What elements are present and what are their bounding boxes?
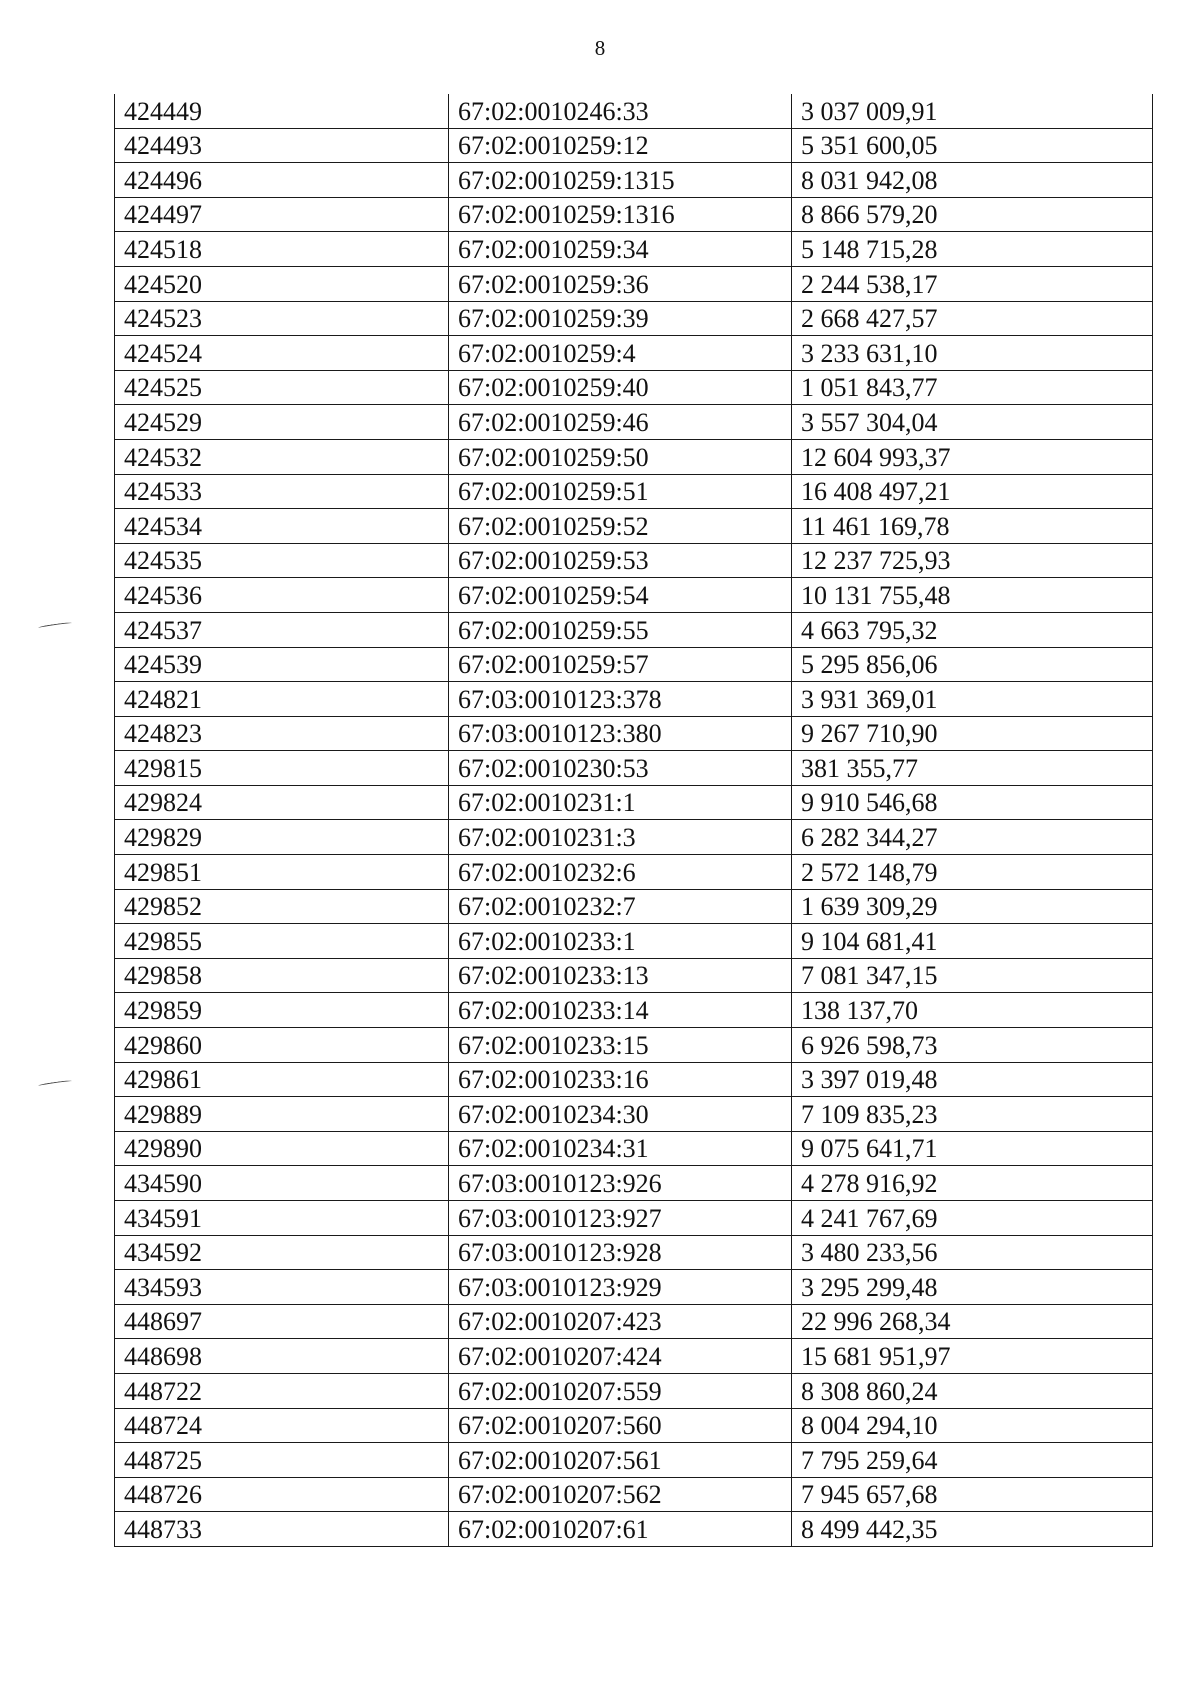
- cadastral-value-cell: 8 004 294,10: [792, 1408, 1153, 1443]
- row-number-cell: 424536: [115, 578, 449, 613]
- cadastral-number-cell: 67:02:0010259:51: [449, 474, 792, 509]
- table-row: [115, 1443, 1153, 1478]
- cadastral-number-cell: 67:02:0010259:54: [449, 578, 792, 613]
- row-number-cell: 424537: [115, 612, 449, 647]
- cadastral-number-cell: 67:03:0010123:927: [449, 1201, 792, 1236]
- table-row: [115, 1512, 1153, 1547]
- row-number-cell: 429829: [115, 820, 449, 855]
- table-row: [115, 1477, 1153, 1512]
- row-number-cell: 424535: [115, 543, 449, 578]
- row-number-cell: 424539: [115, 647, 449, 682]
- row-number-cell: 424821: [115, 682, 449, 717]
- row-number-cell: 424823: [115, 716, 449, 751]
- cadastral-value-cell: 4 241 767,69: [792, 1201, 1153, 1236]
- cadastral-number-cell: 67:02:0010207:560: [449, 1408, 792, 1443]
- cadastral-number-cell: 67:02:0010233:15: [449, 1028, 792, 1063]
- cadastral-number-cell: 67:02:0010259:40: [449, 370, 792, 405]
- table-row: [115, 405, 1153, 440]
- table-row: [115, 1270, 1153, 1305]
- cadastral-number-cell: 67:02:0010207:423: [449, 1304, 792, 1339]
- table-row: [115, 543, 1153, 578]
- cadastral-number-cell: 67:03:0010123:929: [449, 1270, 792, 1305]
- cadastral-value-cell: 2 572 148,79: [792, 855, 1153, 890]
- table-row: [115, 924, 1153, 959]
- table-row: [115, 197, 1153, 232]
- table-row: [115, 993, 1153, 1028]
- cadastral-value-cell: 7 945 657,68: [792, 1477, 1153, 1512]
- row-number-cell: 448726: [115, 1477, 449, 1512]
- row-number-cell: 429889: [115, 1097, 449, 1132]
- cadastral-value-cell: 3 295 299,48: [792, 1270, 1153, 1305]
- cadastral-number-cell: 67:02:0010207:424: [449, 1339, 792, 1374]
- table-row: [115, 820, 1153, 855]
- table-row: [115, 94, 1153, 128]
- cadastral-value-cell: 2 668 427,57: [792, 301, 1153, 336]
- cadastral-value-cell: 4 278 916,92: [792, 1166, 1153, 1201]
- cadastral-value-table: [114, 94, 1153, 1547]
- cadastral-value-cell: 8 499 442,35: [792, 1512, 1153, 1547]
- cadastral-value-cell: 8 308 860,24: [792, 1373, 1153, 1408]
- cadastral-value-cell: 7 795 259,64: [792, 1443, 1153, 1478]
- table-row: [115, 266, 1153, 301]
- cadastral-number-cell: 67:02:0010232:6: [449, 855, 792, 890]
- row-number-cell: 424524: [115, 336, 449, 371]
- row-number-cell: 429859: [115, 993, 449, 1028]
- row-number-cell: 448725: [115, 1443, 449, 1478]
- cadastral-value-cell: 3 480 233,56: [792, 1235, 1153, 1270]
- row-number-cell: 448733: [115, 1512, 449, 1547]
- table-row: [115, 1373, 1153, 1408]
- row-number-cell: 429855: [115, 924, 449, 959]
- table-row: [115, 682, 1153, 717]
- cadastral-number-cell: 67:02:0010259:34: [449, 232, 792, 267]
- cadastral-number-cell: 67:02:0010259:1315: [449, 163, 792, 198]
- cadastral-number-cell: 67:03:0010123:926: [449, 1166, 792, 1201]
- row-number-cell: 424497: [115, 197, 449, 232]
- cadastral-value-cell: 5 295 856,06: [792, 647, 1153, 682]
- cadastral-number-cell: 67:02:0010231:3: [449, 820, 792, 855]
- row-number-cell: 448724: [115, 1408, 449, 1443]
- cadastral-value-cell: 7 081 347,15: [792, 958, 1153, 993]
- cadastral-value-cell: 3 931 369,01: [792, 682, 1153, 717]
- row-number-cell: 424534: [115, 509, 449, 544]
- table-row: [115, 612, 1153, 647]
- cadastral-number-cell: 67:02:0010259:39: [449, 301, 792, 336]
- table-row: [115, 370, 1153, 405]
- row-number-cell: 424449: [115, 94, 449, 128]
- row-number-cell: 434592: [115, 1235, 449, 1270]
- row-number-cell: 424518: [115, 232, 449, 267]
- cadastral-value-cell: 22 996 268,34: [792, 1304, 1153, 1339]
- cadastral-number-cell: 67:02:0010231:1: [449, 785, 792, 820]
- cadastral-value-cell: 6 282 344,27: [792, 820, 1153, 855]
- table-body: [115, 94, 1153, 1546]
- cadastral-number-cell: 67:03:0010123:378: [449, 682, 792, 717]
- table-row: [115, 1166, 1153, 1201]
- cadastral-value-cell: 1 051 843,77: [792, 370, 1153, 405]
- table-row: [115, 474, 1153, 509]
- cadastral-number-cell: 67:02:0010207:61: [449, 1512, 792, 1547]
- cadastral-value-cell: 3 233 631,10: [792, 336, 1153, 371]
- row-number-cell: 424532: [115, 439, 449, 474]
- row-number-cell: 429824: [115, 785, 449, 820]
- cadastral-number-cell: 67:02:0010232:7: [449, 889, 792, 924]
- row-number-cell: 429861: [115, 1062, 449, 1097]
- cadastral-number-cell: 67:02:0010207:562: [449, 1477, 792, 1512]
- cadastral-number-cell: 67:02:0010233:13: [449, 958, 792, 993]
- cadastral-value-cell: 6 926 598,73: [792, 1028, 1153, 1063]
- row-number-cell: 429890: [115, 1131, 449, 1166]
- table-row: [115, 1097, 1153, 1132]
- row-number-cell: 434590: [115, 1166, 449, 1201]
- table-row: [115, 1201, 1153, 1236]
- cadastral-number-cell: 67:02:0010259:12: [449, 128, 792, 163]
- table-row: [115, 128, 1153, 163]
- cadastral-number-cell: 67:02:0010234:31: [449, 1131, 792, 1166]
- cadastral-value-cell: 3 397 019,48: [792, 1062, 1153, 1097]
- table-row: [115, 889, 1153, 924]
- page-number: 8: [594, 36, 606, 60]
- cadastral-number-cell: 67:02:0010259:1316: [449, 197, 792, 232]
- cadastral-number-cell: 67:02:0010246:33: [449, 94, 792, 128]
- cadastral-number-cell: 67:02:0010259:50: [449, 439, 792, 474]
- cadastral-value-cell: 12 237 725,93: [792, 543, 1153, 578]
- cadastral-value-cell: 9 910 546,68: [792, 785, 1153, 820]
- table-row: [115, 958, 1153, 993]
- table-row: [115, 578, 1153, 613]
- cadastral-number-cell: 67:02:0010259:57: [449, 647, 792, 682]
- cadastral-number-cell: 67:02:0010233:14: [449, 993, 792, 1028]
- cadastral-value-cell: 9 267 710,90: [792, 716, 1153, 751]
- table-row: [115, 336, 1153, 371]
- table-row: [115, 647, 1153, 682]
- cadastral-number-cell: 67:03:0010123:928: [449, 1235, 792, 1270]
- row-number-cell: 429858: [115, 958, 449, 993]
- cadastral-value-cell: 15 681 951,97: [792, 1339, 1153, 1374]
- cadastral-number-cell: 67:02:0010259:46: [449, 405, 792, 440]
- table-row: [115, 855, 1153, 890]
- table-row: [115, 785, 1153, 820]
- cadastral-number-cell: 67:03:0010123:380: [449, 716, 792, 751]
- cadastral-value-cell: 2 244 538,17: [792, 266, 1153, 301]
- row-number-cell: 429860: [115, 1028, 449, 1063]
- cadastral-number-cell: 67:02:0010259:36: [449, 266, 792, 301]
- row-number-cell: 424529: [115, 405, 449, 440]
- cadastral-number-cell: 67:02:0010230:53: [449, 751, 792, 786]
- cadastral-value-cell: 8 031 942,08: [792, 163, 1153, 198]
- cadastral-number-cell: 67:02:0010259:53: [449, 543, 792, 578]
- cadastral-value-cell: 5 351 600,05: [792, 128, 1153, 163]
- cadastral-value-cell: 11 461 169,78: [792, 509, 1153, 544]
- cadastral-number-cell: 67:02:0010207:559: [449, 1373, 792, 1408]
- cadastral-number-cell: 67:02:0010234:30: [449, 1097, 792, 1132]
- row-number-cell: 434591: [115, 1201, 449, 1236]
- cadastral-number-cell: 67:02:0010259:52: [449, 509, 792, 544]
- table-row: [115, 1408, 1153, 1443]
- row-number-cell: 424523: [115, 301, 449, 336]
- table-row: [115, 1235, 1153, 1270]
- table-row: [115, 439, 1153, 474]
- table-row: [115, 1339, 1153, 1374]
- table-row: [115, 751, 1153, 786]
- cadastral-value-cell: 8 866 579,20: [792, 197, 1153, 232]
- cadastral-value-cell: 381 355,77: [792, 751, 1153, 786]
- row-number-cell: 448697: [115, 1304, 449, 1339]
- table-row: [115, 716, 1153, 751]
- row-number-cell: 448698: [115, 1339, 449, 1374]
- table-row: [115, 163, 1153, 198]
- cadastral-number-cell: 67:02:0010207:561: [449, 1443, 792, 1478]
- cadastral-value-cell: 16 408 497,21: [792, 474, 1153, 509]
- row-number-cell: 424525: [115, 370, 449, 405]
- table-row: [115, 301, 1153, 336]
- cadastral-value-cell: 1 639 309,29: [792, 889, 1153, 924]
- cadastral-value-cell: 138 137,70: [792, 993, 1153, 1028]
- row-number-cell: 424493: [115, 128, 449, 163]
- cadastral-value-cell: 4 663 795,32: [792, 612, 1153, 647]
- margin-mark: [38, 1080, 72, 1088]
- row-number-cell: 429851: [115, 855, 449, 890]
- row-number-cell: 424533: [115, 474, 449, 509]
- table-row: [115, 232, 1153, 267]
- cadastral-value-cell: 9 104 681,41: [792, 924, 1153, 959]
- cadastral-value-cell: 7 109 835,23: [792, 1097, 1153, 1132]
- row-number-cell: 429815: [115, 751, 449, 786]
- cadastral-number-cell: 67:02:0010233:16: [449, 1062, 792, 1097]
- cadastral-value-cell: 3 037 009,91: [792, 94, 1153, 128]
- table-row: [115, 509, 1153, 544]
- cadastral-value-cell: 5 148 715,28: [792, 232, 1153, 267]
- row-number-cell: 424496: [115, 163, 449, 198]
- cadastral-number-cell: 67:02:0010233:1: [449, 924, 792, 959]
- row-number-cell: 429852: [115, 889, 449, 924]
- table-row: [115, 1062, 1153, 1097]
- row-number-cell: 434593: [115, 1270, 449, 1305]
- cadastral-number-cell: 67:02:0010259:55: [449, 612, 792, 647]
- cadastral-number-cell: 67:02:0010259:4: [449, 336, 792, 371]
- cadastral-value-cell: 12 604 993,37: [792, 439, 1153, 474]
- table-row: [115, 1028, 1153, 1063]
- row-number-cell: 448722: [115, 1373, 449, 1408]
- row-number-cell: 424520: [115, 266, 449, 301]
- table-row: [115, 1304, 1153, 1339]
- cadastral-value-cell: 3 557 304,04: [792, 405, 1153, 440]
- margin-mark: [38, 622, 72, 630]
- cadastral-value-cell: 10 131 755,48: [792, 578, 1153, 613]
- cadastral-value-cell: 9 075 641,71: [792, 1131, 1153, 1166]
- table-row: [115, 1131, 1153, 1166]
